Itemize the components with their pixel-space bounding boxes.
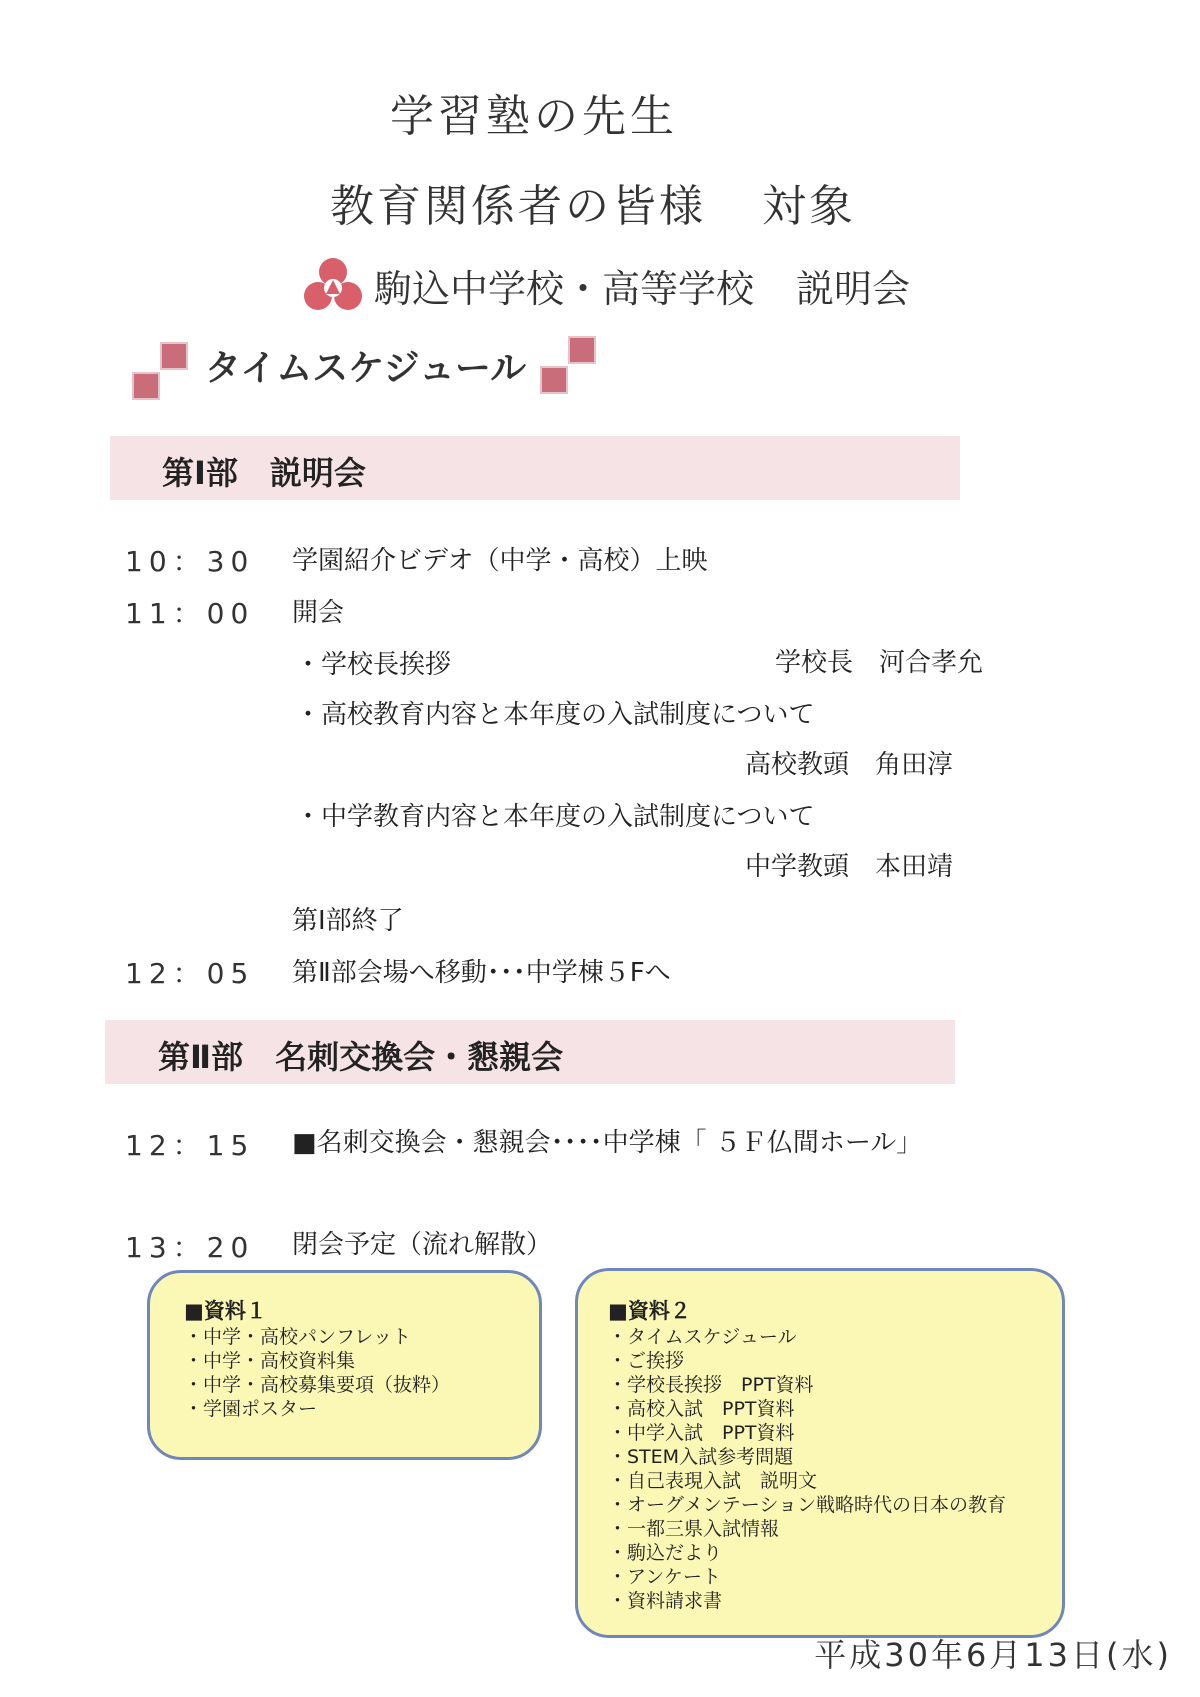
time-1320: 13：20 — [125, 1231, 255, 1264]
list-item: ・高校入試 PPT資料 — [608, 1398, 795, 1420]
time-1215: 12：15 — [125, 1129, 255, 1162]
list-item: ・STEM入試参考問題 — [608, 1446, 794, 1468]
schedule-item-opening: 開会 — [292, 598, 345, 628]
materials-box-2 — [575, 1268, 1065, 1638]
list-item: ・一都三県入試情報 — [608, 1518, 780, 1540]
decor-square — [540, 366, 568, 394]
list-item: ・中学・高校パンフレット — [184, 1326, 412, 1348]
agenda-item-highschool: ・高校教育内容と本年度の入試制度について — [295, 700, 815, 730]
header-target: 対象 — [762, 181, 856, 232]
materials-1-title: ■資料１ — [184, 1299, 267, 1323]
schedule-item-move: 第Ⅱ部会場へ移動･･･中学棟５Fへ — [292, 958, 671, 988]
part2-heading: 第Ⅱ部 名刺交換会・懇親会 — [158, 1038, 564, 1076]
list-item: ・資料請求書 — [608, 1590, 723, 1612]
time-1030: 10：30 — [125, 545, 255, 578]
list-item: ・駒込だより — [608, 1542, 723, 1564]
schedule-item-networking: ■名刺交換会・懇親会････中学棟「 ５Ｆ仏間ホール」 — [292, 1128, 923, 1158]
school-name: 駒込中学校・高等学校 — [374, 266, 755, 311]
list-item: ・学校長挨拶 PPT資料 — [608, 1374, 814, 1396]
speaker-juniorhigh: 中学教頭 本田靖 — [745, 852, 954, 882]
schedule-heading: タイムスケジュール — [205, 348, 527, 389]
decor-square — [568, 336, 596, 364]
list-item: ・アンケート — [608, 1566, 721, 1588]
event-name: 説明会 — [796, 266, 911, 311]
event-date: 平成30年6月13日(水) — [814, 1636, 1172, 1674]
decor-square — [132, 372, 160, 400]
part1-heading: 第Ⅰ部 説明会 — [162, 454, 366, 492]
list-item: ・学園ポスター — [184, 1398, 318, 1420]
schedule-item-closing: 閉会予定（流れ解散） — [292, 1230, 553, 1260]
list-item: ・ご挨拶 — [608, 1350, 685, 1372]
time-1100: 11：00 — [125, 597, 255, 630]
materials-2-title: ■資料２ — [608, 1299, 691, 1323]
header-line-3 — [300, 252, 910, 318]
header-audience: 教育関係者の皆様 — [330, 181, 706, 232]
list-item: ・中学入試 PPT資料 — [608, 1422, 795, 1444]
part1-end: 第Ⅰ部終了 — [292, 906, 404, 936]
speaker-highschool: 高校教頭 角田淳 — [745, 750, 954, 780]
list-item: ・自己表現入試 説明文 — [608, 1470, 818, 1492]
speaker-principal: 学校長 河合孝允 — [775, 648, 984, 678]
schedule-item-video: 学園紹介ビデオ（中学・高校）上映 — [292, 546, 708, 576]
materials-box-1 — [147, 1270, 542, 1460]
list-item: ・中学・高校資料集 — [184, 1350, 356, 1372]
list-item: ・タイムスケジュール — [608, 1326, 797, 1348]
agenda-item-juniorhigh: ・中学教育内容と本年度の入試制度について — [295, 802, 815, 832]
list-item: ・中学・高校募集要項（抜粋） — [184, 1374, 451, 1396]
header-line-1: 学習塾の先生 — [390, 91, 678, 142]
list-item: ・オーグメンテーション戦略時代の日本の教育 — [608, 1494, 1007, 1516]
time-1205: 12：05 — [125, 957, 255, 990]
decor-square — [160, 342, 188, 370]
header-line-2 — [330, 170, 856, 234]
school-crest-icon — [300, 252, 366, 318]
agenda-item-principal: ・学校長挨拶 — [295, 650, 452, 680]
